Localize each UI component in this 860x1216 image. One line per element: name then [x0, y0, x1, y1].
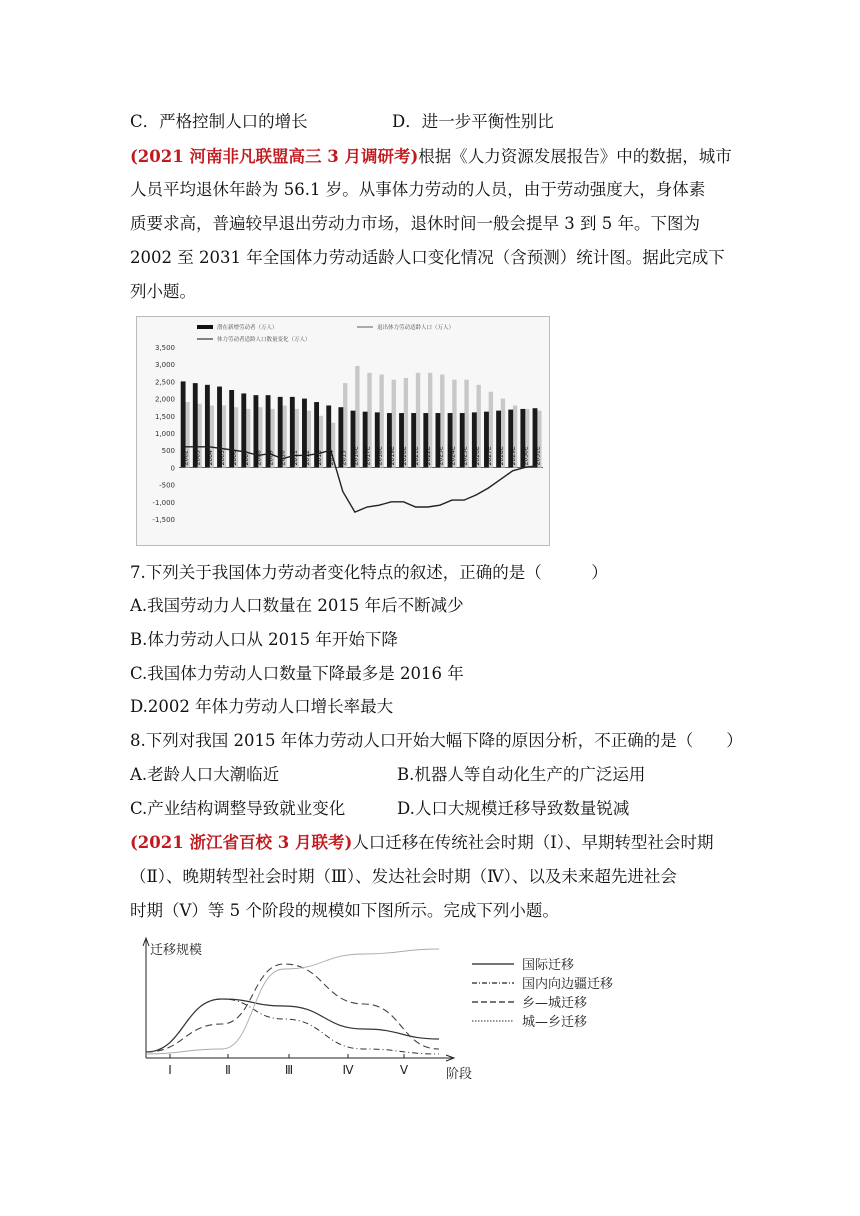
y-tick-label: 0 [170, 464, 175, 473]
legend-label-4: 城—乡迁移 [522, 1015, 588, 1030]
x-tick-label: 2030E [522, 446, 530, 466]
passage2-line1 [130, 833, 714, 853]
passage2-line2: （Ⅱ）、晚期转型社会时期（Ⅲ）、发达社会时期（Ⅳ）、以及未来超先进社会 [130, 867, 677, 886]
passage1-line1 [130, 147, 732, 167]
line-options-c-d [130, 112, 554, 132]
legend-label-new: 潜在新增劳动者（万人） [217, 325, 278, 331]
x-tick-label: 2028E [498, 446, 506, 466]
y-tick-label: 2,000 [154, 395, 175, 404]
y-tick-label: 500 [161, 447, 175, 456]
passage1-line4: 2002 至 2031 年全国体力劳动适龄人口变化情况（含预测）统计图。据此完成下 [130, 248, 725, 267]
x-tick-label: 2007 [243, 450, 251, 466]
x-tick-label: 2016E [352, 446, 360, 466]
passage1-line3: 质要求高，普遍较早退出劳动力市场，退休时间一般会提早 3 到 5 年。下图为 [130, 214, 700, 233]
x-tick-label: Ⅲ [284, 1063, 294, 1077]
x-tick-label: 2014 [328, 450, 336, 466]
x-tick-label: 2010 [279, 450, 287, 466]
question-8-option-d: D.人口大规模迁移导致数量锐减 [397, 799, 630, 818]
x-tick-label: Ⅳ [342, 1063, 354, 1077]
y-tick-label: -500 [159, 481, 175, 490]
y-tick-label: 3,000 [154, 361, 175, 370]
migration-series-line-2 [146, 999, 439, 1054]
x-tick-label: 2023E [437, 446, 445, 466]
source-label-2: (2021 浙江省百校 3 月联考) [130, 833, 353, 852]
x-tick-label: 2020E [400, 446, 408, 466]
y-tick-label: -1,000 [152, 498, 175, 507]
question-8: 8.下列对我国 2015 年体力劳动人口开始大幅下降的原因分析，不正确的是（ ） [130, 731, 743, 750]
x-tick-label: 2026E [473, 446, 481, 466]
x-tick-label: 2009 [267, 450, 275, 466]
y-axis-label: 迁移规模 [150, 943, 203, 958]
x-tick-label: 2006 [231, 450, 239, 466]
y-tick-label: -1,500 [152, 516, 175, 524]
question-7-option-c: C.我国体力劳动人口数量下降最多是 2016 年 [130, 664, 464, 683]
x-tick-label: 2018E [376, 446, 384, 466]
x-tick-label: 2004 [206, 450, 214, 466]
x-tick-label: 2015 [340, 450, 348, 466]
x-tick-label: 2031E [534, 446, 542, 466]
legend-swatch-new [197, 325, 213, 329]
question-8-options-cd [130, 799, 630, 819]
x-tick-label: 2017E [364, 446, 372, 466]
x-tick-label: 2002 [182, 450, 190, 466]
legend-label-1: 国际迁移 [522, 958, 575, 973]
x-tick-label: 2025E [461, 446, 469, 466]
x-tick-label: 2003 [194, 450, 202, 466]
legend-label-2: 国内向边疆迁移 [522, 977, 614, 992]
question-8-option-a: A.老龄人口大潮临近 [130, 765, 280, 784]
x-tick-label: 2005 [218, 450, 226, 466]
passage1-line2: 人员平均退休年龄为 56.1 岁。从事体力劳动的人员，由于劳动强度大，身体素 [130, 180, 706, 199]
passage-text: 根据《人力资源发展报告》中的数据，城市 [418, 147, 732, 166]
source-label: (2021 河南非凡联盟高三 3 月调研考) [130, 147, 419, 166]
migration-chart-svg [134, 932, 654, 1084]
option-c: C．严格控制人口的增长 [130, 112, 308, 131]
y-tick-label: 1,500 [154, 412, 175, 421]
option-d: D．进一步平衡性别比 [392, 112, 554, 131]
passage1-line5: 列小题。 [130, 282, 196, 301]
passage2-line3: 时期（Ⅴ）等 5 个阶段的规模如下图所示。完成下列小题。 [130, 901, 559, 920]
question-7-option-b: B.体力劳动人口从 2015 年开始下降 [130, 630, 398, 649]
x-tick-label: 2008 [255, 450, 263, 466]
legend-label-exit: 退出体力劳动适龄人口（万人） [377, 325, 455, 331]
x-tick-label: Ⅰ [168, 1063, 172, 1077]
question-8-option-b: B.机器人等自动化生产的广泛运用 [397, 765, 646, 784]
migration-series-line-3 [146, 964, 439, 1052]
question-7: 7.下列关于我国体力劳动者变化特点的叙述，正确的是（ ） [130, 563, 608, 582]
x-tick-label: 2019E [388, 446, 396, 466]
y-tick-label: 2,500 [154, 378, 175, 387]
x-axis-label: 阶段 [446, 1067, 473, 1082]
x-tick-label: 2027E [485, 446, 493, 466]
migration-stage-chart [134, 932, 654, 1084]
x-tick-label: 2021E [413, 446, 421, 466]
labor-chart-svg [137, 317, 549, 545]
question-7-option-d: D.2002 年体力劳动人口增长率最大 [130, 697, 394, 716]
x-tick-label: 2013 [316, 450, 324, 466]
x-tick-label: 2029E [510, 446, 518, 466]
y-tick-label: 1,000 [154, 430, 175, 438]
question-8-options-ab [130, 765, 646, 785]
y-tick-label: 3,500 [154, 344, 175, 352]
question-7-option-a: A.我国劳动力人口数量在 2015 年后不断减少 [130, 596, 464, 615]
x-tick-label: 2024E [449, 446, 457, 466]
x-tick-label: 2011 [291, 450, 299, 466]
question-8-option-c: C.产业结构调整导致就业变化 [130, 799, 346, 818]
migration-series-line-1 [146, 999, 439, 1052]
x-tick-label: 2012 [303, 450, 311, 466]
labor-population-chart [136, 316, 550, 546]
x-tick-label: Ⅴ [399, 1063, 409, 1077]
x-tick-label: 2022E [425, 446, 433, 466]
legend-label-change: 体力劳动者适龄人口数量变化（万人） [217, 337, 311, 343]
passage2-text: 人口迁移在传统社会时期（Ⅰ）、早期转型社会时期 [352, 833, 714, 852]
legend-label-3: 乡—城迁移 [522, 996, 588, 1011]
x-tick-label: Ⅱ [225, 1063, 231, 1077]
